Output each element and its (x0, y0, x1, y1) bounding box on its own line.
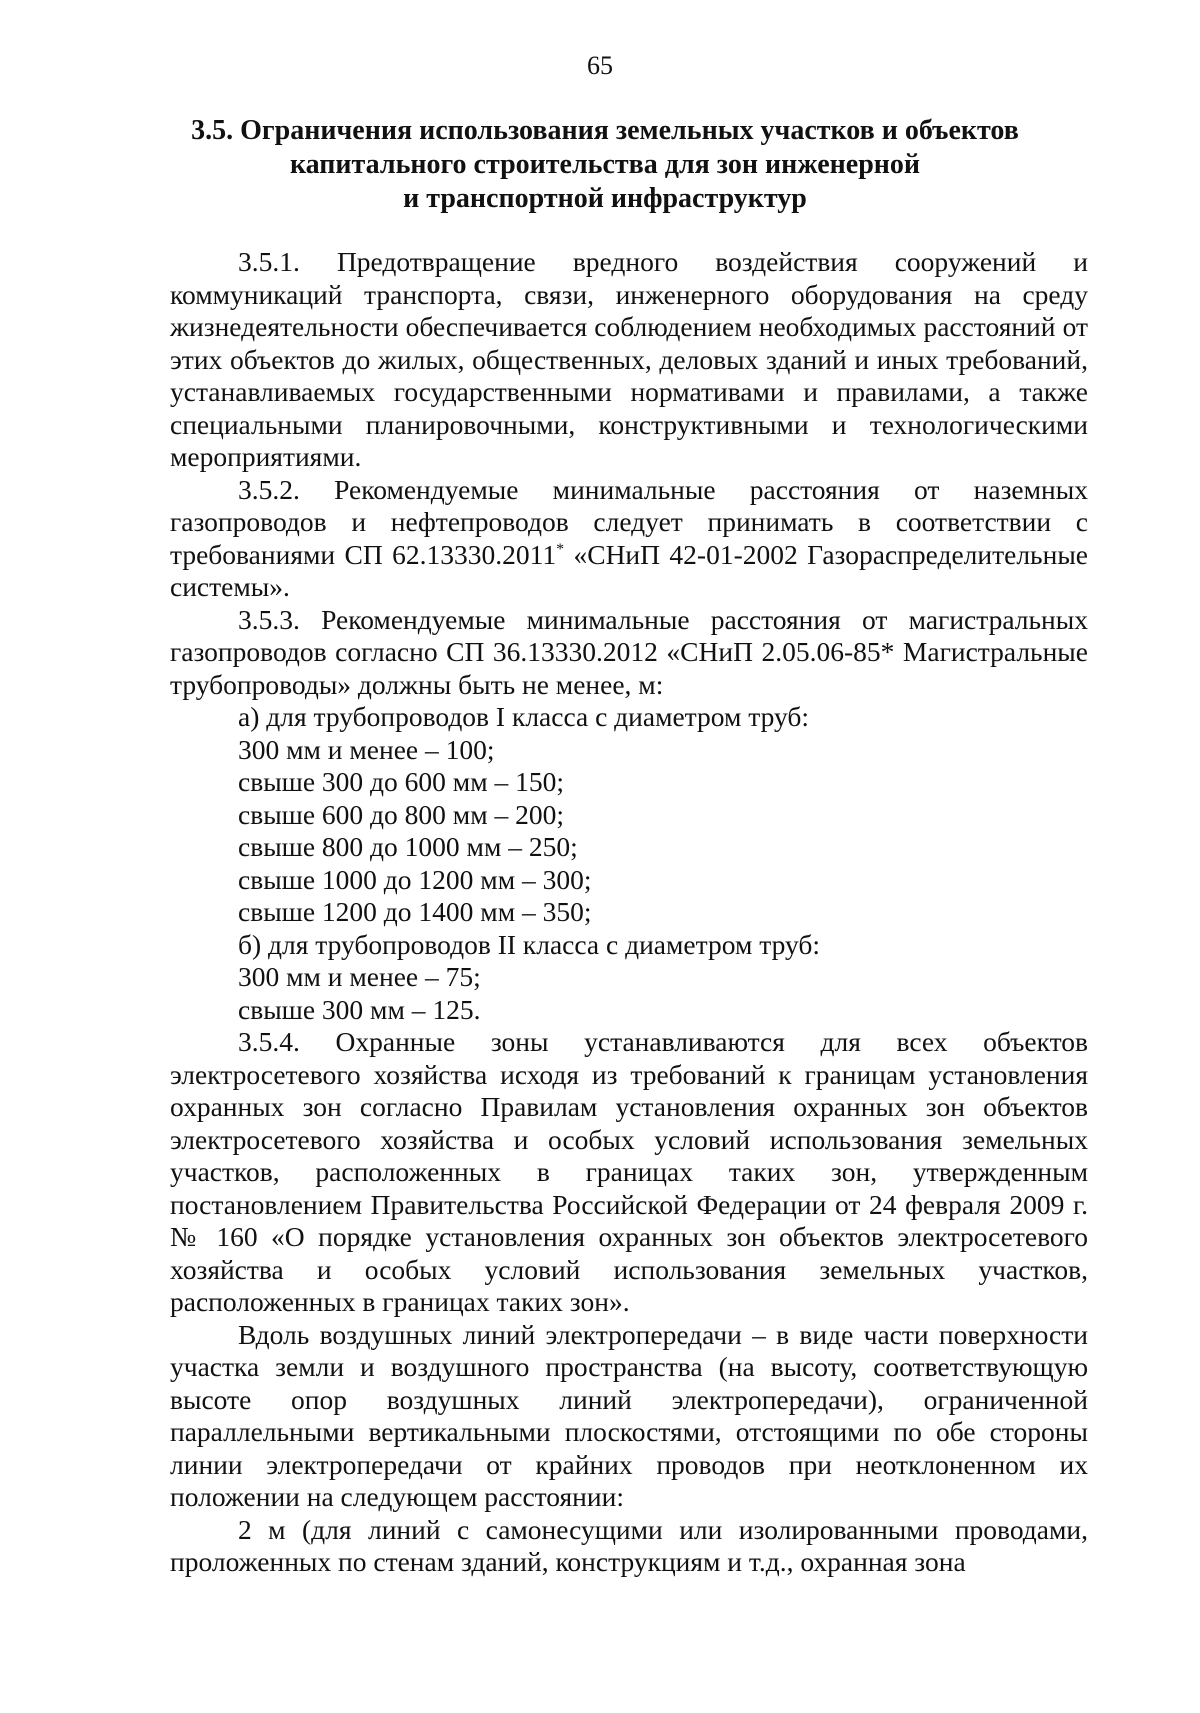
paragraph-3-5-4: 3.5.4. Охранные зоны устанавливаются для всех объектов электросетевого хозяйства исходя из требований к границам установления охранных зон согласно Правилам установления охранных зон объектов электросетевого хозяйства и особых условий использования земельных участков, расположенных в границах таких зон, утвержденным постановлением Правительства Российской Федерации от 24 февраля 2009 г. № 160 «О порядке установления охранных зон объектов электросетевого хозяйства и особых условий использования земельных участков, расположенных в границах таких зон». (170, 1026, 1088, 1317)
list-item: свыше 300 мм – 125. (238, 993, 481, 1025)
section-heading-line-2: капитального строительства для зон инженерной (289, 149, 921, 180)
list-item: а) для трубопроводов I класса с диаметром труб: (238, 701, 810, 732)
section-heading (160, 114, 1050, 216)
paragraph-3-5-2-text: 3.5.2. Рекомендуемые минимальные расстояния от наземных газопроводов и нефтепроводов следует принимать в соответствии с требованиями СП 62.13330.2011 (170, 473, 1088, 570)
list-item: свыше 300 до 600 мм – 150; (238, 766, 564, 797)
page-number: 65 (587, 51, 613, 80)
list-item: 300 мм и менее – 75; (238, 961, 481, 992)
paragraph-power-lines: Вдоль воздушных линий электропередачи – в виде части поверхности участка земли и воздушного пространства (на высоту, соответствующую высоте опор воздушных линий электропередачи), ограниченной параллельными вертикальными плоскостями, отстоящими по обе стороны линии электропередачи от крайних проводов при неотклоненном их положении на следующем расстоянии: (170, 1318, 1088, 1512)
document-body (170, 246, 1088, 1579)
distance-list (170, 701, 1088, 1026)
paragraph-3-5-3: 3.5.3. Рекомендуемые минимальные расстояния от магистральных газопроводов согласно СП 36.13330.2012 «СНиП 2.05.06-85* Магистральные трубопроводы» должны быть не менее, м: (170, 603, 1088, 700)
list-item: свыше 1200 до 1400 мм – 350; (238, 896, 592, 927)
paragraph-3-5-2-text-end: «СНиП 42-01-2002 Газораспределительные системы». (170, 538, 1088, 602)
list-item: 300 мм и менее – 100; (238, 733, 495, 765)
list-item: б) для трубопроводов II класса с диаметром труб: (238, 928, 820, 960)
paragraph-2m-zone: 2 м (для линий с самонесущими или изолированными проводами, проложенных по стенам зданий, конструкциям и т.д., охранная зона (170, 1513, 1088, 1577)
section-heading-line-3: и транспортной инфраструктур (403, 183, 807, 214)
list-item: свыше 800 до 1000 мм – 250; (238, 831, 578, 862)
paragraph-3-5-1: 3.5.1. Предотвращение вредного воздействия сооружений и коммуникаций транспорта, связи, инженерного оборудования на среду жизнедеятельности обеспечивается соблюдением необходимых расстояний от этих объектов до жилых, общественных, деловых зданий и иных требований, устанавливаемых государственными нормативами и правилами, а также специальными планировочными, конструктивными и технологическими мероприятиями. (170, 246, 1088, 472)
footnote-asterisk: * (556, 540, 565, 558)
paragraph-3-5-2 (170, 474, 1088, 604)
list-item: свыше 600 до 800 мм – 200; (238, 798, 564, 830)
list-item: свыше 1000 до 1200 мм – 300; (238, 863, 592, 895)
section-heading-line-1: 3.5. Ограничения использования земельных участков и объектов (191, 115, 1019, 146)
